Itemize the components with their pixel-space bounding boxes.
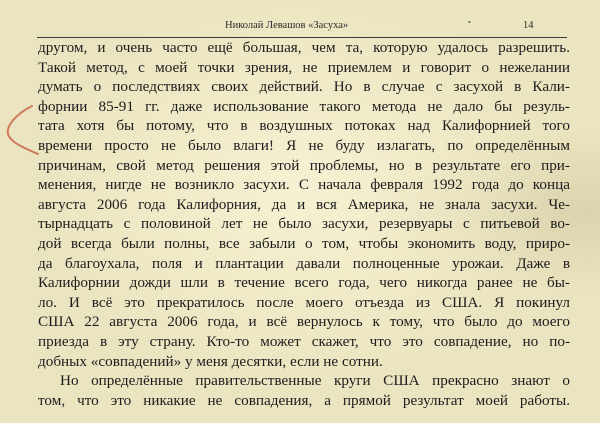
text-line: тырнадцать с половиной лет не было засухи, резервуары с питьевой во- xyxy=(38,215,570,233)
running-header-title: Николай Левашов «Засуха» xyxy=(225,20,349,31)
body-text xyxy=(38,38,570,410)
text-line: Калифорнии дожди шли в течение всего года, чего никогда ранее не бы- xyxy=(38,274,570,292)
text-line: Такой метод, с моей точки зрения, не приемлем и говорит о нежелании xyxy=(38,58,570,76)
text-line: Но определённые правительственные круги США прекрасно знают о xyxy=(60,372,570,390)
text-line: августа 2006 года Калифорния, да и вся Америка, не знала засухи. Че- xyxy=(38,195,570,213)
paragraph-2 xyxy=(38,371,570,410)
text-line: дой всегда были полны, все забыли о том, чтобы экономить воду, приро- xyxy=(38,234,570,252)
text-line: причинам, свой метод решения этой проблемы, но в результате его при- xyxy=(38,156,570,174)
text-line: США 22 августа 2006 года, и всё вернулось к тому, что было до моего xyxy=(38,313,570,331)
text-line: менения, нигде не возникло засухи. С начала февраля 1992 года до конца xyxy=(38,176,570,194)
text-line: том, что это никакие не совпадения, а прямой результат моей работы. xyxy=(38,391,570,409)
text-line: другом, и очень часто ещё большая, чем та, которую удалось разрешить. xyxy=(38,39,570,56)
text-line: ло. И всё это прекратилось после моего отъезда из США. Я покинул xyxy=(38,293,570,311)
paragraph-1 xyxy=(38,38,570,371)
text-line: времени просто не было влаги! Я не буду излагать, по определённым xyxy=(38,136,570,154)
text-line: приезда в эту страну. Кто-то может скажет, что это совпадение, но по- xyxy=(38,332,570,350)
text-line: форнии 85-91 гг. даже использование такого метода не дало бы резуль- xyxy=(38,97,570,115)
running-header xyxy=(0,16,600,36)
text-line: думать о последствиях своих действий. Но в случае с засухой в Кали- xyxy=(38,78,570,96)
text-line: да благоухала, поля и плантации давали полноценные урожаи. Даже в xyxy=(38,254,570,272)
margin-pen-mark xyxy=(2,100,42,160)
text-line: тата хотя бы потому, что в воздушных потоках над Калифорнией того xyxy=(38,117,570,135)
text-line: добных «совпадений» у меня десятки, если не сотни. xyxy=(38,352,383,370)
page-number: 14 xyxy=(523,20,534,31)
print-speck: • xyxy=(468,18,471,27)
